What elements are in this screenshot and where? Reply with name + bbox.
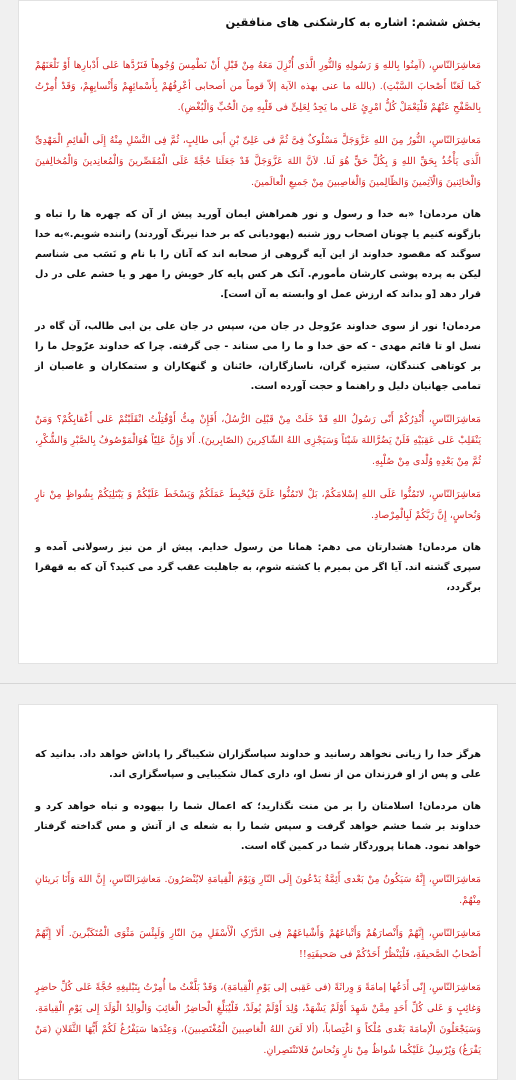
persian-paragraph: هان مردمان! اسلامتان را بر من منت نگذارید؛ که اعمال شما را بیهوده و تباه خواهد کرد و خداوند بر شما خشم خواهد گرفت و سپس شما را به شعله ی از آتش و مس گداخته گرفتار خواهد نمود. همانا پروردگار شما در کمین گاه است. <box>35 801 481 852</box>
persian-paragraph: مردمان! نور از سوی خداوند عزّوجل در جان من، سپس در جان علی بن ابی طالب، آن گاه در نسل او تا قائم مهدی - که حق خدا و ما را می ستاند - جی گرفته. چرا که خداوند عزّوجل ما را بر کوتاهی کنندگان، ستیزه گران، ناسازگاران، خائنان و گنهکاران و ستمکاران و غاصبان از تمامی جهانیان دلیل و راهنما و حجت آورده است. <box>35 321 481 392</box>
arabic-paragraph: مَعاشِرَالنّاسِ، إِنَّهُ سَیَکُونُ مِنْ بَعْدی أَئِمَّةٌ یَدْعُونَ إِلَی النّارِ وَیَوْمَ الْقِیامَةِ لایُنْصَرُونَ. مَعاشِرَالنّاسِ، إِنَّ اللهَ وَأَنَا بَریئانِ مِنْهُمْ. <box>35 874 481 906</box>
document-page-1 <box>18 0 498 664</box>
persian-paragraph: هرگز خدا را زیانی نخواهد رسانید و خداوند سپاسگزاران شکیباگر را پاداش خواهد داد. بدانید که علی و پس از او فرزندان من از نسل او، داری کمال شکیبایی و سپاسگزاری اند. <box>35 749 481 780</box>
persian-paragraph: هان مردمان! «به خدا و رسول و نور همراهش ایمان آورید پیش از آن که چهره ها را تباه و بازگونه کنیم یا چونان اصحاب روز شنبه (یهودیانی که بر خدا نیرنگ آوردند) راننده شویم.»به خدا سوگند که مقصود خداوند از این آیه گروهی از صحابه اند که آنان را با نام و نَسَب می شناسم لیکن به پرده پوشی کارشان مأمورم. آنک هر کس پایه کار خویش را مهر و یا خشم علی در دل قرار دهد [و بداند که ارزش عمل او وابسته به آن است]. <box>35 209 481 300</box>
section-title: بخش ششم: اشاره به کارشکنی های منافقین <box>225 15 481 29</box>
arabic-paragraph: مَعاشِرَالنّاسِ، لاتَمُنُّوا عَلَی اللهِ إسْلامَکُمْ، بَلْ لاتَمُنُّوا عَلَیَّ فَیُحْبِطَ عَمَلَکُمْ وَیَسْخَطَ عَلَیْکُمْ وَ یَبْتَلِیَکُمْ بِشُواظٍ مِنْ نارٍ وَنُحاسٍ، إِنَّ رَبَّکُمْ لَبِالْمِرْصادِ. <box>35 489 481 521</box>
arabic-paragraph: مَعاشِرَالنّاسِ، إِنَّهُمْ وَأَنْصارَهُمْ وَأَتْباعَهُمْ وَأَشْیاعَهُمْ فِی الدَّرْکِ الْأَسْفَلِ مِنَ النّارِ وَلَبِئْسَ مَثْوَی الْمُتَکَبِّرینَ. أَلا إِنَّهُمْ أَصْحابُ الصَّحیفَةِ، فَلْیَنْظُرْ أَحَدُکُمْ فی صَحیفَتِهِ!! <box>35 928 481 960</box>
arabic-paragraph: مَعاشِرَالنّاسِ، النُّورُ مِنَ اللهِ عَزَّوَجَلَّ مَسْلُوکٌ فِیَّ ثُمَّ فی عَلِیِّ بْنِ أَبی طالِبٍ، ثُمَّ فِی النَّسْلِ مِنْهُ إِلَی الْقائِمِ الْمَهْدِیِّ الَّذی یَأْخُذُ بِحَقِّ اللهِ وَ بِکُلِّ حَقٍّ هُوَ لَنا. لاَنَّ اللهَ عَزَّوَجَلَّ قَدْ جَعَلَنا حُجَّةً عَلَی الْمُقَصِّرینَ وَالْمُعانِدینَ وَالْمُخالِفینَ وَالْخائِنینَ وَالْآثِمینَ وَالظّالِمینَ وَالْغاصِبینَ مِنْ جَمیعِ الْعالَمینَ. <box>35 135 481 188</box>
document-page-2 <box>18 704 498 1080</box>
arabic-paragraph: مَعاشِرَالنّاسِ، (آمِنُوا بِاللهِ وَ رَسُولِهِ وَالنُّورِ الَّذی أُنْزِلَ مَعَهُ مِنْ قَبْلِ أَنْ نَطْمِسَ وُجُوهاً فَنَرُدَّها عَلی أَدْبارِها أَوْ نَلْعَنَهُمْ کَما لَعَنّا أَصْحابَ السَّبْتِ). (بالله ما عنی بهذه الآیة إلاّ قوماً من أصحابی أعْرِفُهُمْ بِأَسْمائِهِمْ وَأَنْسابِهِمْ، وَقَدْ أُمِرْتُ بِالصَّفْحِ عَنْهُمْ فَلْیَعْمَلْ کُلُّ امْرِئٍ عَلی ما یَجِدُ لِعَلِیٍّ فی قَلْبِهِ مِنَ الْحُبِّ وَالْبُغْضِ). <box>35 60 481 113</box>
page-separator <box>0 683 516 684</box>
arabic-paragraph: مَعاشِرَالنّاسِ، إِنّی أَدَعُها إمامَةً وَ وِراثَةً (فی عَقِبی إلی یَوْمِ الْقِیامَةِ)، وَقَدْ بَلَّغْتُ ما أُمِرْتُ بِتَبْلیغِهِ حُجَّةً عَلی کُلِّ حاضِرٍ وَغائِبٍ وَ عَلی کُلِّ أَحَدٍ مِمَّنْ شَهِدَ أَوْلَمْ یَشْهَدْ، وُلِدَ أَوْلَمْ یُولَدْ، فَلْیُبَلِّغِ الْحاضِرُ الْغائِبَ وَالْوالِدُ الْوَلَدَ إِلی یَوْمِ الْقِیامَةِ. وَسَیَجْعَلُونَ الْإمامَةَ بَعْدی مُلْکاً وَ اغْتِصاباً، (ألا لَعَنَ اللهُ الْغاصِبینَ الْمُغْتَصِبینَ)، وَعِنْدَها سَیَفْرُغُ لَکُمْ أَیُّهَا الثَّقَلانِ (مَنْ یَفْرَغُ) وَیُرْسِلُ عَلَیْکُما شُواظٌ مِنْ نارٍ وَنُحاسٌ فَلاتَنْتَصِرانِ. <box>35 982 481 1056</box>
persian-paragraph: هان مردمان! هشدارتان می دهم: همانا من رسول خدایم. پیش از من نیز رسولانی آمده و سپری گشته اند. آیا اگر من بمیرم یا کشته شوم، به جاهلیت عقب گرد می کنید؟ آن که به قهقرا برگردد، <box>35 542 481 593</box>
arabic-paragraph: مَعاشِرَالنّاسِ، أُنْذِرُکُمْ أَنّی رَسُولُ اللهِ قَدْ خَلَتْ مِنْ قَبْلِیَ الرُّسُلُ، أَفَإِنْ مِتُّ أَوْقُتِلْتُ انْقَلَبْتُمْ عَلی أَعْقابِکُمْ؟ وَمَنْ یَنْقَلِبْ عَلی عَقِبَیْهِ فَلَنْ یَضُرَّاللهَ شَیْئاً وَسَیَجْزِی اللهُ الشّاکِرینَ (الصّابِرینَ). أَلا وَإِنَّ عَلِیّاً هُوَالْمَوْصُوفُ بِالصَّبْرِ وَالشُّکْرِ، ثُمَّ مِنْ بَعْدِهِ وُلْدی مِنْ صُلْبِهِ. <box>35 414 481 467</box>
